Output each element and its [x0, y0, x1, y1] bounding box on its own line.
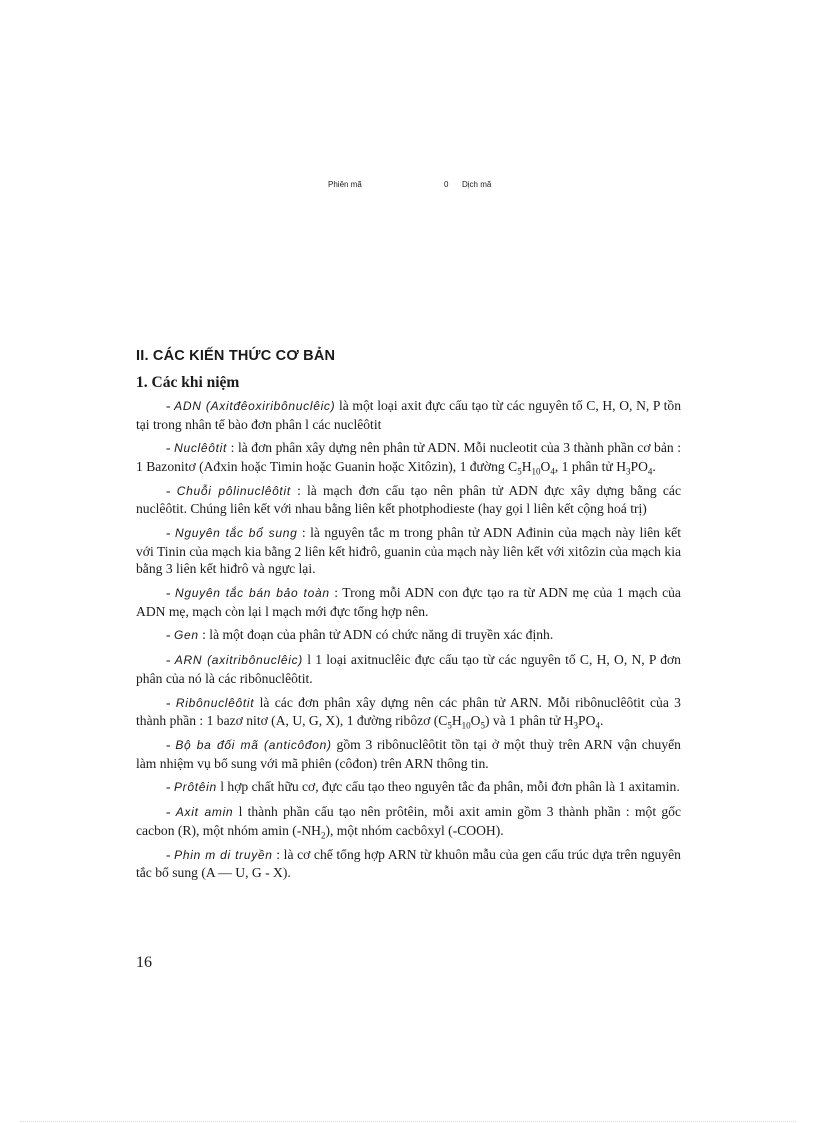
definition-paragraph: - ARN (axitribônuclêic) l 1 loại axitnuclêic đực cấu tạo từ các nguyên tố C, H, O, N, P đơn phân của nó là các ribônuclêôtit. [136, 652, 681, 686]
definition-text: là các đơn phân xây dựng nên các phân tử ARN. Mỗi ribônuclêôtit của 3 thành phần : 1 bazơ nitơ (A, U, G, X), 1 đường ribôzơ (C [136, 694, 681, 729]
definition-term: Gen [173, 628, 199, 643]
definition-paragraph: - Nguyên tắc bổ sung : là nguyên tắc m trong phân tử ADN Ađinin của mạch này liên kết với Tinin của mạch kia bằng 2 liên kết hiđrô, guanin của mạch này liên kết với xitôzin của mạch kia bằng 3 liên kết hiđrô và ngực lại. [136, 525, 681, 577]
definition-text: O [470, 713, 481, 729]
definition-term: Chuỗi pôlinuclêôtit [176, 483, 291, 498]
page-bottom-divider [20, 1121, 796, 1122]
definition-term: ARN (axitribônuclêic) [174, 653, 303, 668]
subscript: 4 [647, 466, 653, 477]
definition-term: Prôtêin [173, 780, 217, 795]
definition-text: : Trong mỗi ADN con đực tạo ra từ ADN mẹ của 1 mạch của ADN mẹ, mạch còn lại l mạch mới đực tổng hợp nên. [136, 585, 681, 619]
definition-text: : là đơn phân xây dựng nên phân tử ADN. Mỗi nucleotit của 3 thành phần cơ bản : 1 Bazonitơ (Ađxin hoặc Timin hoặc Guanin hoặc Xitôzin), 1 đường C [136, 440, 681, 474]
definition-text: : là mạch đơn cấu tạo nên phân tử ADN đực xây dựng bằng các nuclêôtit. Chúng liên kết với nhau bằng liên kết photphodieste (hay gọi l liên kết cộng hoá trị) [136, 482, 681, 517]
definition-paragraph: - Bộ ba đối mã (anticôđon) gồm 3 ribônuclêôtit tồn tại ở một thuỳ trên ARN vận chuyển làm nhiệm vụ bổ sung với mã phiên (côđon) trên ARN thông tin. [136, 737, 681, 771]
definition-text: l hợp chất hữu cơ, đực cấu tạo theo nguyên tắc đa phân, mỗi đơn phân là 1 axitamin. [216, 779, 680, 795]
subscript: 10 [531, 466, 541, 477]
definition-text: : là nguyên tắc m trong phân tử ADN Ađinin của mạch này liên kết với Tinin của mạch kia bằng 2 liên kết hiđrô, guanin của mạch này liên kết với xitôzin của mạch kia bằng 3 liên kết hiđrô và ngực lại. [136, 525, 681, 577]
definition-paragraph: - Nuclêôtit : là đơn phân xây dựng nên phân tử ADN. Mỗi nucleotit của 3 thành phần cơ bản : 1 Bazonitơ (Ađxin hoặc Timin hoặc Guanin hoặc Xitôzin), 1 đường $C_5H_{10}O_4$, 1 phân tử $H_3PO_4$. [136, 440, 681, 477]
subscript: 5 [480, 720, 485, 731]
definition-text: . [652, 458, 656, 474]
diagram-label-transcription: Phiên mã [328, 180, 362, 189]
definition-text: H [521, 458, 532, 474]
definition-paragraph: - Phin m di truyền : là cơ chế tổng hợp ARN từ khuôn mẫu của gen cấu trúc dựa trên nguyên tắc bổ sung (A — U, G - X). [136, 846, 681, 881]
definition-paragraph: - Ribônuclêôtit là các đơn phân xây dựng nên các phân tử ARN. Mỗi ribônuclêôtit của 3 thành phần : 1 bazơ nitơ (A, U, G, X), 1 đường ribôzơ $(C_5H_{10}O_5)$ và 1 phân tử $H_3PO_4$. [136, 694, 681, 731]
subscript: 3 [626, 466, 631, 477]
diagram-label-translation: Dịch mã [462, 180, 492, 189]
definition-paragraph: - Nguyên tắc bán bảo toàn : Trong mỗi ADN con đực tạo ra từ ADN mẹ của 1 mạch của ADN mẹ, mạch còn lại l mạch mới đực tổng hợp nên. [136, 585, 681, 619]
page-number: 16 [136, 954, 152, 971]
definition-term: Nuclêôtit [174, 441, 228, 456]
subscript: 4 [550, 466, 555, 477]
definition-text: , 1 phân tử H [554, 458, 627, 474]
definition-text: : là cơ chế tổng hợp ARN từ khuôn mẫu của gen cấu trúc dựa trên nguyên tắc bổ sung (A — U, G - X). [136, 846, 681, 881]
definition-paragraph: - Chuỗi pôlinuclêôtit : là mạch đơn cấu tạo nên phân tử ADN đực xây dựng bằng các nuclêôtit. Chúng liên kết với nhau bằng liên kết photphodieste (hay gọi l liên kết cộng hoá trị) [136, 482, 681, 517]
subscript: 10 [461, 720, 471, 731]
definition-text: H [451, 713, 462, 729]
definition-term: ADN (Axitđêoxiribônuclêic) [174, 399, 336, 413]
subscript: 4 [595, 720, 600, 731]
definition-term: Bộ ba đối mã (anticôđon) [175, 738, 332, 752]
definition-text: . [599, 713, 604, 729]
definition-text: l 1 loại axitnuclêic đực cấu tạo từ các nguyên tố C, H, O, N, P đơn phân của nó là các ribônuclêôtit. [136, 652, 681, 686]
definition-paragraph: - Axit amin l thành phần cấu tạo nên prôtêin, mỗi axit amin gồm 3 thành phần : một gốc cacbon (R), một nhóm amin $(-NH_2)$, một nhóm cacbôxyl (-COOH). [136, 804, 681, 841]
definition-text: gồm 3 ribônuclêôtit tồn tại ở một thuỳ trên ARN vận chuyển làm nhiệm vụ bổ sung với mã phiên (côđon) trên ARN thông tin. [136, 737, 681, 771]
definition-text: là một loại axit đực cấu tạo từ các nguyên tố C, H, O, N, P tồn tại trong nhân tế bào đơn phân l các nuclêôtit [136, 398, 681, 432]
subscript: 3 [573, 720, 579, 731]
subsection-heading: 1. Các khi niệm [136, 374, 240, 391]
definition-term: Phin m di truyền [174, 847, 273, 862]
definition-text: O [540, 458, 551, 474]
definition-paragraph: - Prôtêin l hợp chất hữu cơ, đực cấu tạo theo nguyên tắc đa phân, mỗi đơn phân là 1 axitamin. [166, 779, 680, 795]
diagram-label-zero: 0 [444, 180, 449, 189]
definition-term: Nguyên tắc bán bảo toàn [175, 586, 330, 601]
definition-text: ), một nhóm cacbôxyl (-COOH). [325, 822, 504, 838]
definition-text: l thành phần cấu tạo nên prôtêin, mỗi axit amin gồm 3 thành phần : một gốc cacbon (R), một nhóm amin (-NH [136, 804, 681, 838]
definition-text: ) và 1 phân tử H [485, 713, 574, 729]
definition-paragraph: - ADN (Axitđêoxiribônuclêic) là một loại axit đực cấu tạo từ các nguyên tố C, H, O, N, P tồn tại trong nhân tế bào đơn phân l các nuclêôtit [136, 398, 681, 432]
definition-term: Axit amin [175, 805, 234, 820]
definition-text: : là một đoạn của phân tử ADN có chức năng di truyền xác định. [198, 627, 554, 643]
definitions-body [136, 397, 681, 888]
subscript: 2 [320, 830, 326, 841]
definition-text: PO [630, 458, 648, 474]
definition-text: PO [578, 713, 596, 729]
subscript: 5 [447, 720, 452, 731]
subscript: 5 [517, 466, 522, 477]
definition-paragraph: - Gen : là một đoạn của phân tử ADN có chức năng di truyền xác định. [166, 627, 554, 643]
section-heading: II. CÁC KIẾN THỨC CƠ BẢN [136, 348, 336, 364]
definition-term: Nguyên tắc bổ sung [174, 526, 298, 541]
definition-term: Ribônuclêôtit [175, 695, 255, 710]
